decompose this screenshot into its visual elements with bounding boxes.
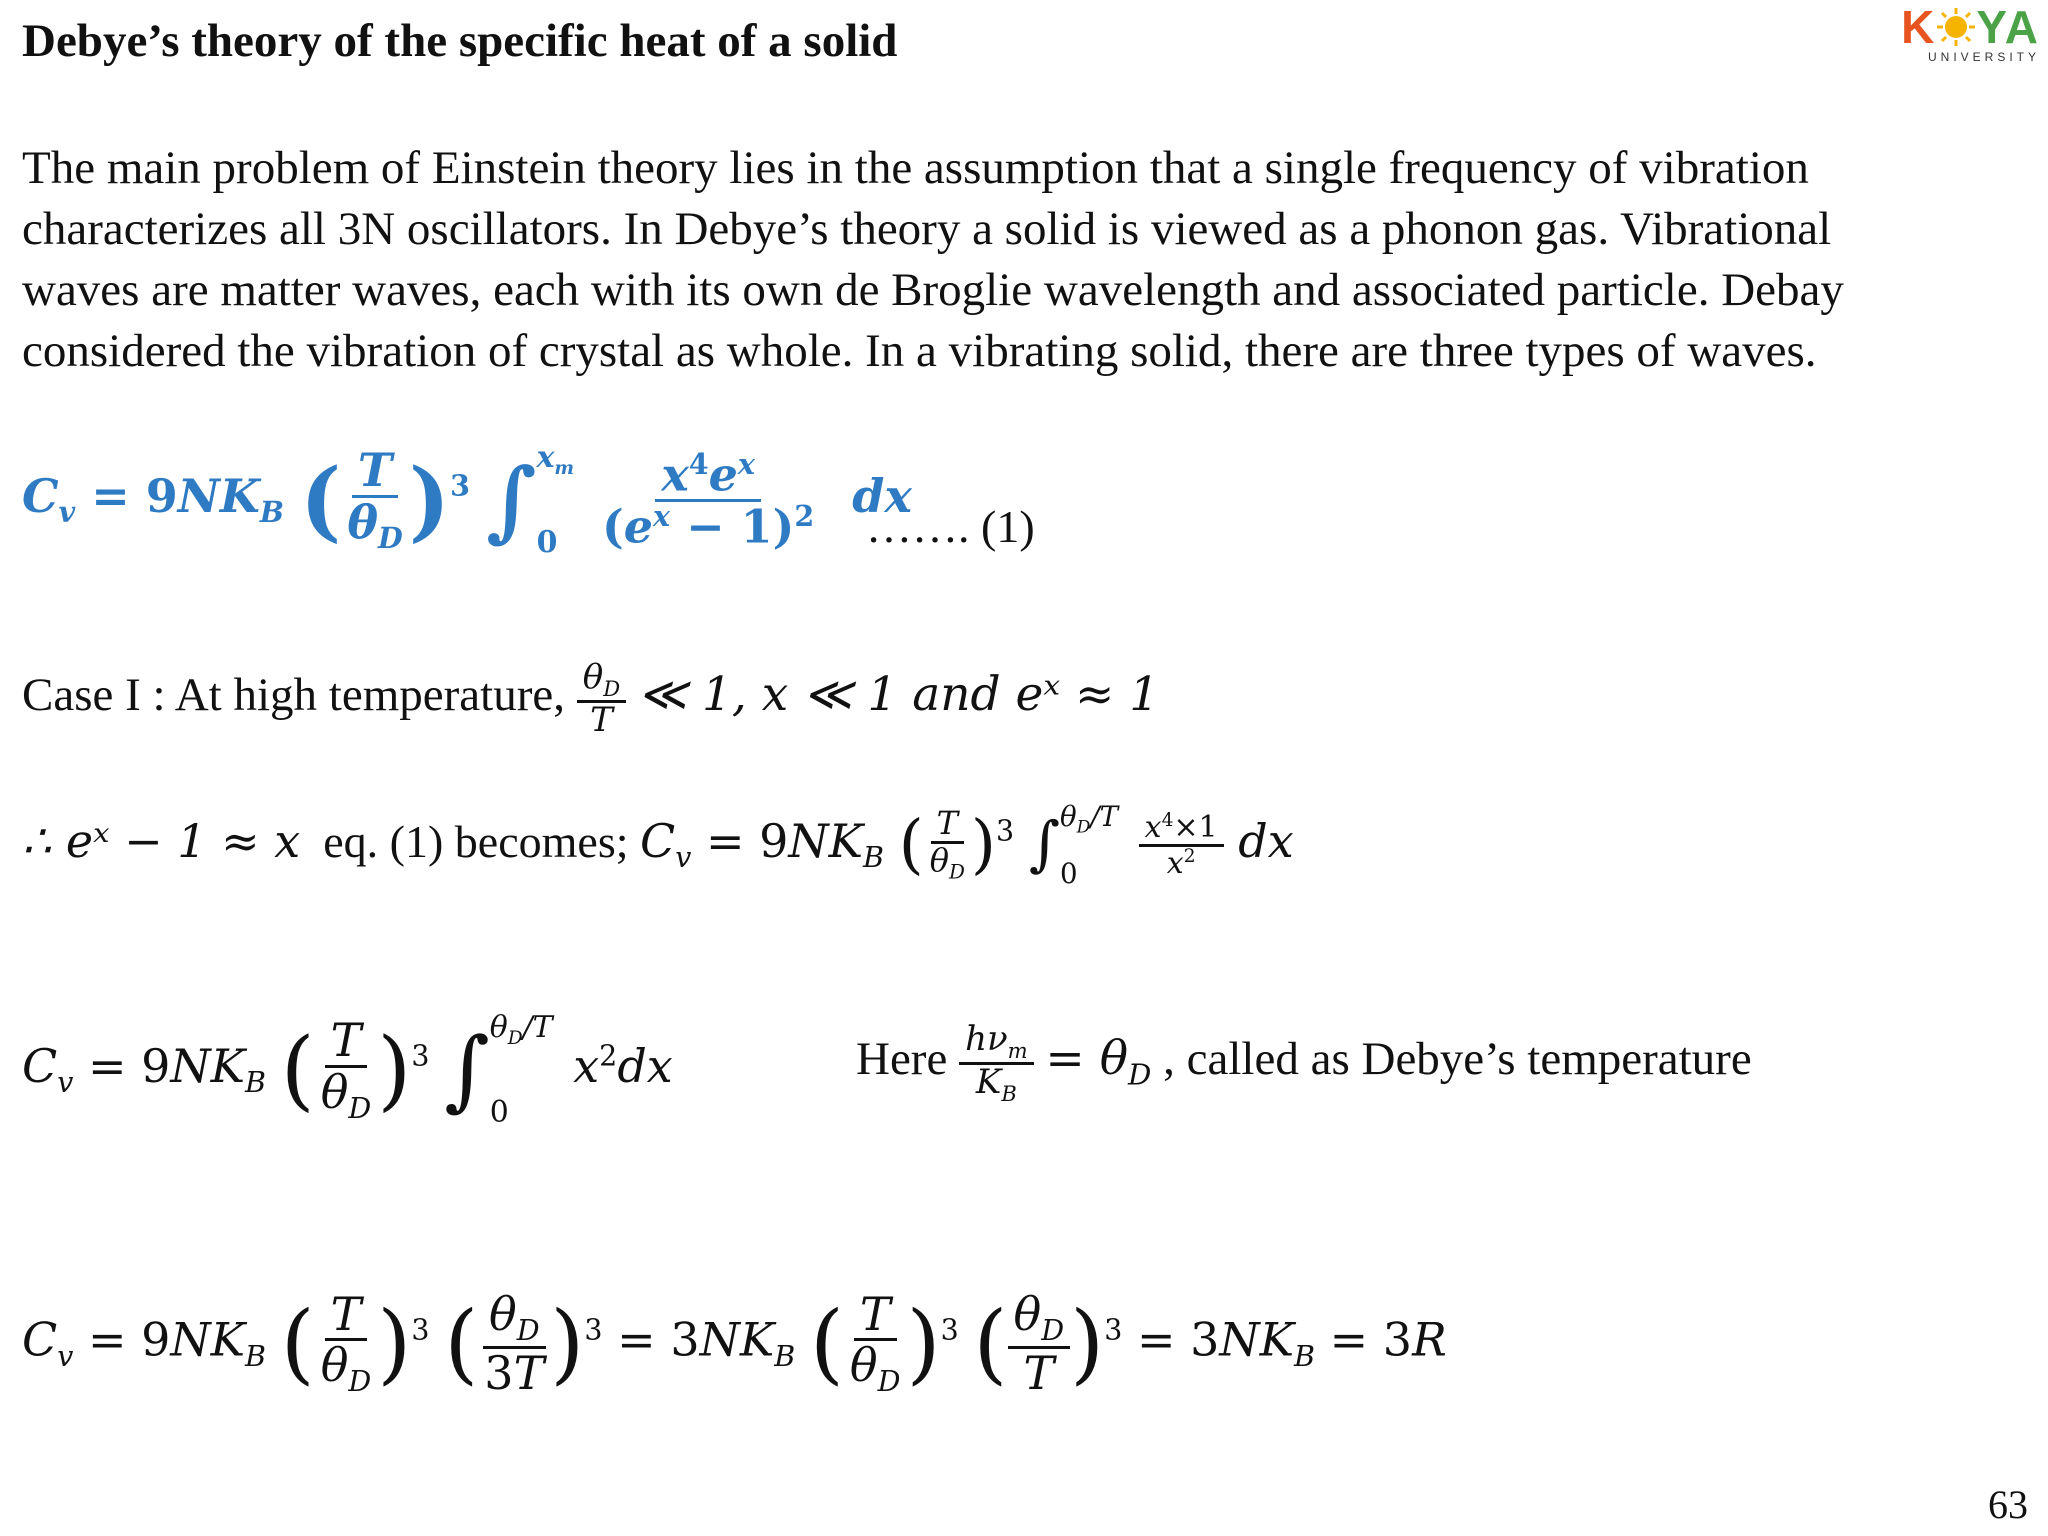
paragraph-line: characterizes all 3N oscillators. In Debye’s theory a solid is viewed as a phonon gas. Vibrational xyxy=(22,203,1832,255)
paragraph-line: considered the vibration of crystal as whole. In a vibrating solid, there are three types of waves. xyxy=(22,325,1817,377)
equation-x2-integral: $C_v = 9NK_B$ ( $\frac{T}{\theta_D}$ )$^3$ ∫ $\theta_D/T$ 0 $x^2dx$ xyxy=(22,1010,673,1130)
debye-temperature-definition: Here $\frac{h\nu_m}{K_B}$ = $\theta_D$ , called as Debye’s temperature xyxy=(856,1019,1752,1106)
eq1-becomes-text: eq. (1) becomes; xyxy=(323,816,629,867)
theta-over-t-fraction: $\frac{\theta_D}{T}$ xyxy=(577,660,626,739)
therefore-approx: ∴ eˣ − 1 ≈ x xyxy=(22,814,301,868)
paragraph-line: waves are matter waves, each with its own de Broglie wavelength and associated particle. Debay xyxy=(22,264,1844,316)
logo-letters-ya: YA xyxy=(1976,1,2040,53)
intro-paragraph xyxy=(22,138,2028,382)
equation-1-label: ……. (1) xyxy=(866,501,1035,552)
high-temp-integral: $C_v = 9NK_B$ ( $\frac{T}{\theta_D}$ )$^3$ ∫ $\theta_D/T$ 0 $\frac{x^4\times 1}{x^2}$ dx xyxy=(640,800,1294,890)
paragraph-line: The main problem of Einstein theory lies in the assumption that a single frequency of vibration xyxy=(22,142,1809,194)
page-number: 63 xyxy=(1988,1482,2028,1527)
equation-1: $C_v = 9NK_B$ ( $\frac{T}{\theta_D}$ )$^3$ ∫ $x_m$ 0 $\frac{x^4e^x}{(e^x - 1)^2}$ dx xyxy=(22,440,912,560)
case-1-conditions: ≪ 1, x ≪ 1 and eˣ ≈ 1 xyxy=(637,667,1160,723)
hv-over-kb-fraction: $\frac{h\nu_m}{K_B}$ xyxy=(959,1022,1034,1105)
case-1-text: Case I : At high temperature, xyxy=(22,669,565,722)
case-1-line xyxy=(22,657,1160,740)
here-text: Here xyxy=(856,1033,948,1086)
debye-called-text: , called as Debye’s temperature xyxy=(1163,1033,1752,1086)
slide-title: Debye’s theory of the specific heat of a solid xyxy=(22,15,898,67)
koya-university-logo xyxy=(1890,1,2040,66)
therefore-line xyxy=(22,800,1294,890)
sun-icon xyxy=(1936,7,1976,47)
logo-letter-k: K xyxy=(1901,1,1937,53)
logo-subtitle: UNIVERSITY xyxy=(1927,50,2040,64)
equation-final-result: $C_v = 9NK_B$ ( $\frac{T}{\theta_D}$ )$^3$ ( $\frac{\theta_D}{3T}$ )$^3 = 3NK_B$ ( $\frac{T}{\theta_D}$ )$^3$ ( $\frac{\theta_D}{T}$ )$^3 = 3NK_B = 3R$ xyxy=(22,1287,1447,1401)
